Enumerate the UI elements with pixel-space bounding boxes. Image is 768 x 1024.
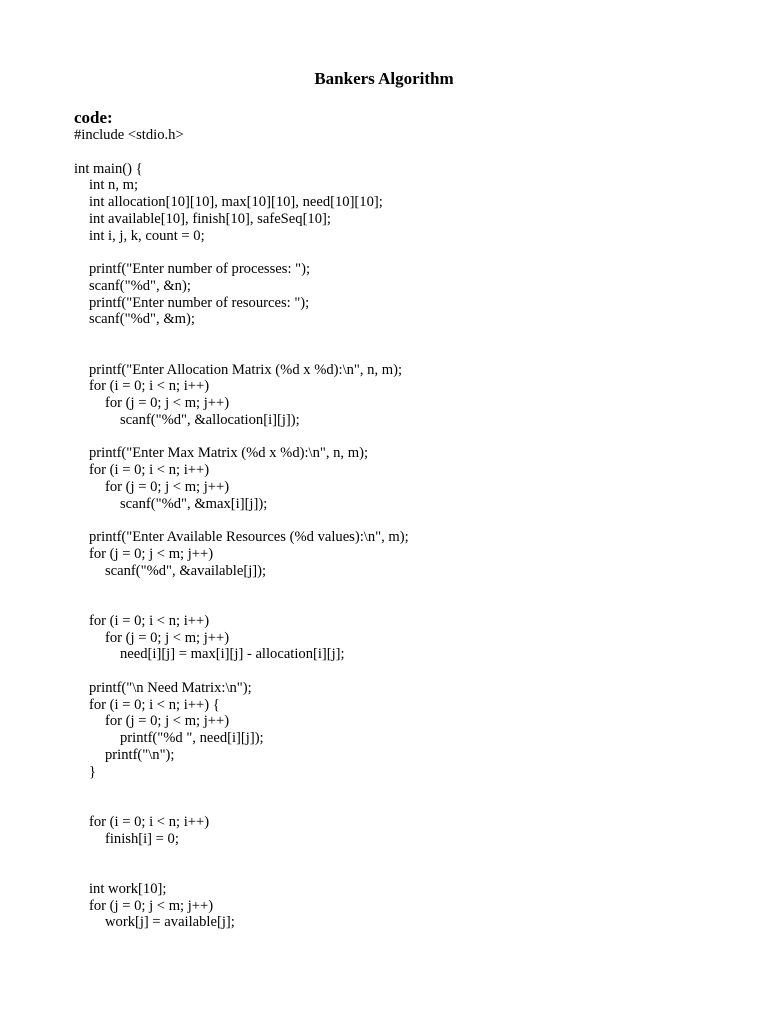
code-line: for (j = 0; j < m; j++)	[105, 629, 230, 646]
code-line: for (j = 0; j < m; j++)	[105, 478, 230, 495]
code-line: for (i = 0; i < n; i++) {	[89, 696, 220, 713]
code-line: for (j = 0; j < m; j++)	[89, 545, 214, 562]
code-line	[74, 512, 409, 529]
code-line	[74, 579, 409, 596]
code-line	[74, 847, 409, 864]
code-line: need[i][j] = max[i][j] - allocation[i][j];	[120, 646, 345, 663]
code-line: scanf("%d", &m);	[89, 311, 195, 328]
code-line: printf("Enter number of processes: ");	[89, 261, 311, 277]
code-line: work[j] = available[j];	[105, 914, 235, 931]
code-line: int allocation[10][10], max[10][10], need[10][10];	[89, 194, 383, 210]
code-line: printf("Enter Available Resources (%d values):\n", m);	[89, 529, 409, 545]
code-line: scanf("%d", &available[j]);	[105, 562, 267, 579]
code-line: int main() {	[74, 160, 143, 177]
document-title: Bankers Algorithm	[314, 69, 454, 88]
code-line: printf("\n Need Matrix:\n");	[89, 679, 252, 696]
code-line: printf("Enter Allocation Matrix (%d x %d):\n", n, m);	[89, 361, 403, 378]
code-line: printf("%d ", need[i][j]);	[120, 730, 264, 746]
code-line	[74, 780, 409, 797]
code-line	[74, 429, 409, 446]
code-line: printf("\n");	[105, 746, 175, 763]
code-line: int available[10], finish[10], safeSeq[10];	[89, 210, 331, 227]
code-line: int n, m;	[89, 177, 139, 194]
code-line: int i, j, k, count = 0;	[89, 227, 205, 244]
code-line: for (j = 0; j < m; j++)	[105, 395, 230, 411]
code-line: scanf("%d", &max[i][j]);	[120, 495, 268, 512]
code-line	[74, 663, 409, 680]
code-line	[74, 864, 409, 881]
code-line: for (i = 0; i < n; i++)	[89, 612, 210, 629]
code-line: for (i = 0; i < n; i++)	[89, 378, 210, 395]
code-line	[74, 244, 409, 261]
code-line	[74, 328, 409, 345]
code-line: int work[10];	[89, 880, 167, 897]
code-line: printf("Enter number of resources: ");	[89, 294, 310, 311]
code-block	[74, 127, 409, 931]
code-line: printf("Enter Max Matrix (%d x %d):\n", n, m);	[89, 445, 368, 462]
code-line: scanf("%d", &n);	[89, 277, 191, 294]
code-line	[74, 596, 409, 613]
code-line: for (j = 0; j < m; j++)	[105, 713, 230, 730]
code-line: for (i = 0; i < n; i++)	[89, 813, 210, 830]
code-line: scanf("%d", &allocation[i][j]);	[120, 411, 300, 428]
code-line	[74, 797, 409, 814]
code-line: }	[89, 763, 97, 780]
code-line: for (i = 0; i < n; i++)	[89, 462, 210, 478]
code-line	[74, 144, 409, 161]
code-line: for (j = 0; j < m; j++)	[89, 897, 214, 914]
code-line: #include <stdio.h>	[74, 127, 184, 143]
code-line	[74, 345, 409, 362]
section-heading: code:	[74, 108, 113, 127]
code-line: finish[i] = 0;	[105, 830, 179, 847]
